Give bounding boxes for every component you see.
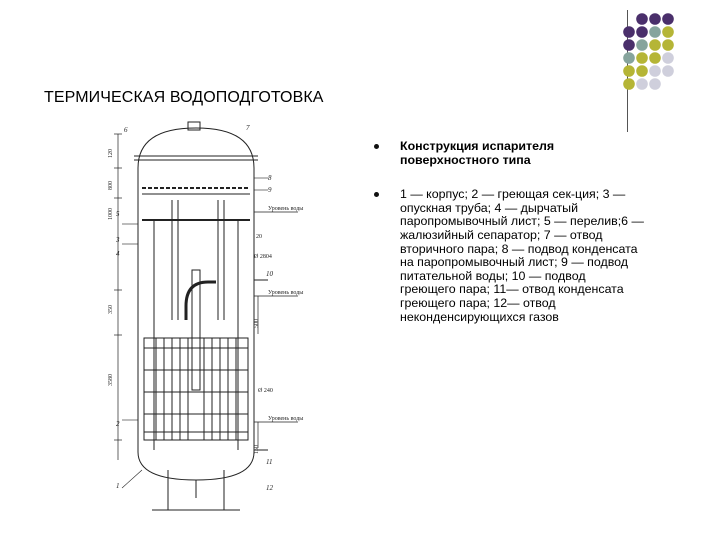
decorative-dot [662,13,674,25]
vapor-outlet-nozzle [188,122,200,130]
part-number-label: 11 [266,458,273,466]
part-number-label: 1 [116,482,120,490]
diameter-label: Ø 2804 [254,254,272,260]
dimension-label: 20 [256,234,262,240]
dimension-label: 120 [108,149,114,158]
part-number-label: 12 [266,484,273,492]
evaporator-diagram [108,120,308,520]
decorative-dot [636,78,648,90]
heating-section [144,338,248,440]
part-number-label: 6 [124,126,128,134]
bullet-list [372,140,692,324]
decorative-dot [636,65,648,77]
decorative-dot [662,52,674,64]
bullet-line: на паропромывочный лист; 9 — подвод [400,255,629,270]
part-number-label: 8 [268,174,272,182]
bullet-line: греющего пара; 12— отвод [400,295,556,310]
decorative-dot [662,39,674,51]
slide-title: ТЕРМИЧЕСКАЯ ВОДОПОДГОТОВКА [44,89,324,106]
bullet-line: поверхностного типа [400,152,531,167]
bullet-item-legend [372,188,692,324]
part-number-label: 10 [266,270,273,278]
dimension-label: 1000 [108,208,114,220]
bullet-line: опускная труба; 4 — дырчатый [400,200,579,215]
decorative-dot [649,52,661,64]
bullet-item-heading [372,140,692,167]
dimension-label: 150 [254,445,260,454]
decorative-dot [662,65,674,77]
bullet-line: питательной воды; 10 — подвод [400,268,586,283]
decorative-dot-grid [0,0,720,140]
bullet-line: жалюзийный сепаратор; 7 — отвод [400,227,603,242]
dimension-label: 350 [108,305,114,314]
decorative-dot [623,26,635,38]
part-number-label: 7 [246,124,250,132]
decorative-dot [623,78,635,90]
decorative-dot [649,26,661,38]
part-number-label: 2 [116,420,120,428]
bullet-line: паропромывочный лист; 5 — перелив;6 — [400,214,644,229]
water-level-label: Уровень воды [268,206,304,212]
decorative-dot [649,39,661,51]
bullet-line: греющего пара; 11— отвод конденсата [400,282,624,297]
dimension-label: 800 [108,181,114,190]
part-number-label: 9 [268,186,272,194]
water-level-label: Уровень воды [268,416,304,422]
decorative-dot [623,39,635,51]
decorative-dot [636,13,648,25]
bullet-line: вторичного пара; 8 — подвод конденсата [400,241,638,256]
bullet-line: неконденсирующихся газов [400,309,559,324]
diameter-label: Ø 240 [258,388,273,394]
decorative-dot [662,26,674,38]
part-number-label: 5 [116,210,120,218]
decorative-dot [623,65,635,77]
part-number-label: 3 [116,236,120,244]
decorative-dot [636,26,648,38]
decorative-dot [649,78,661,90]
bullet-line: Конструкция испарителя [400,139,555,153]
decorative-dot [636,39,648,51]
dimension-label: 500 [254,319,260,328]
bottom-dome [138,452,254,480]
decorative-dot [623,52,635,64]
top-dome [138,128,254,168]
water-level-label: Уровень воды [268,290,304,296]
decorative-dot [649,13,661,25]
decorative-dot [649,65,661,77]
decorative-dot [636,52,648,64]
part-number-label: 4 [116,250,120,258]
bullet-line: 1 — корпус; 2 — греющая сек-ция; 3 — [400,187,626,202]
dimension-label: 3580 [108,374,114,386]
